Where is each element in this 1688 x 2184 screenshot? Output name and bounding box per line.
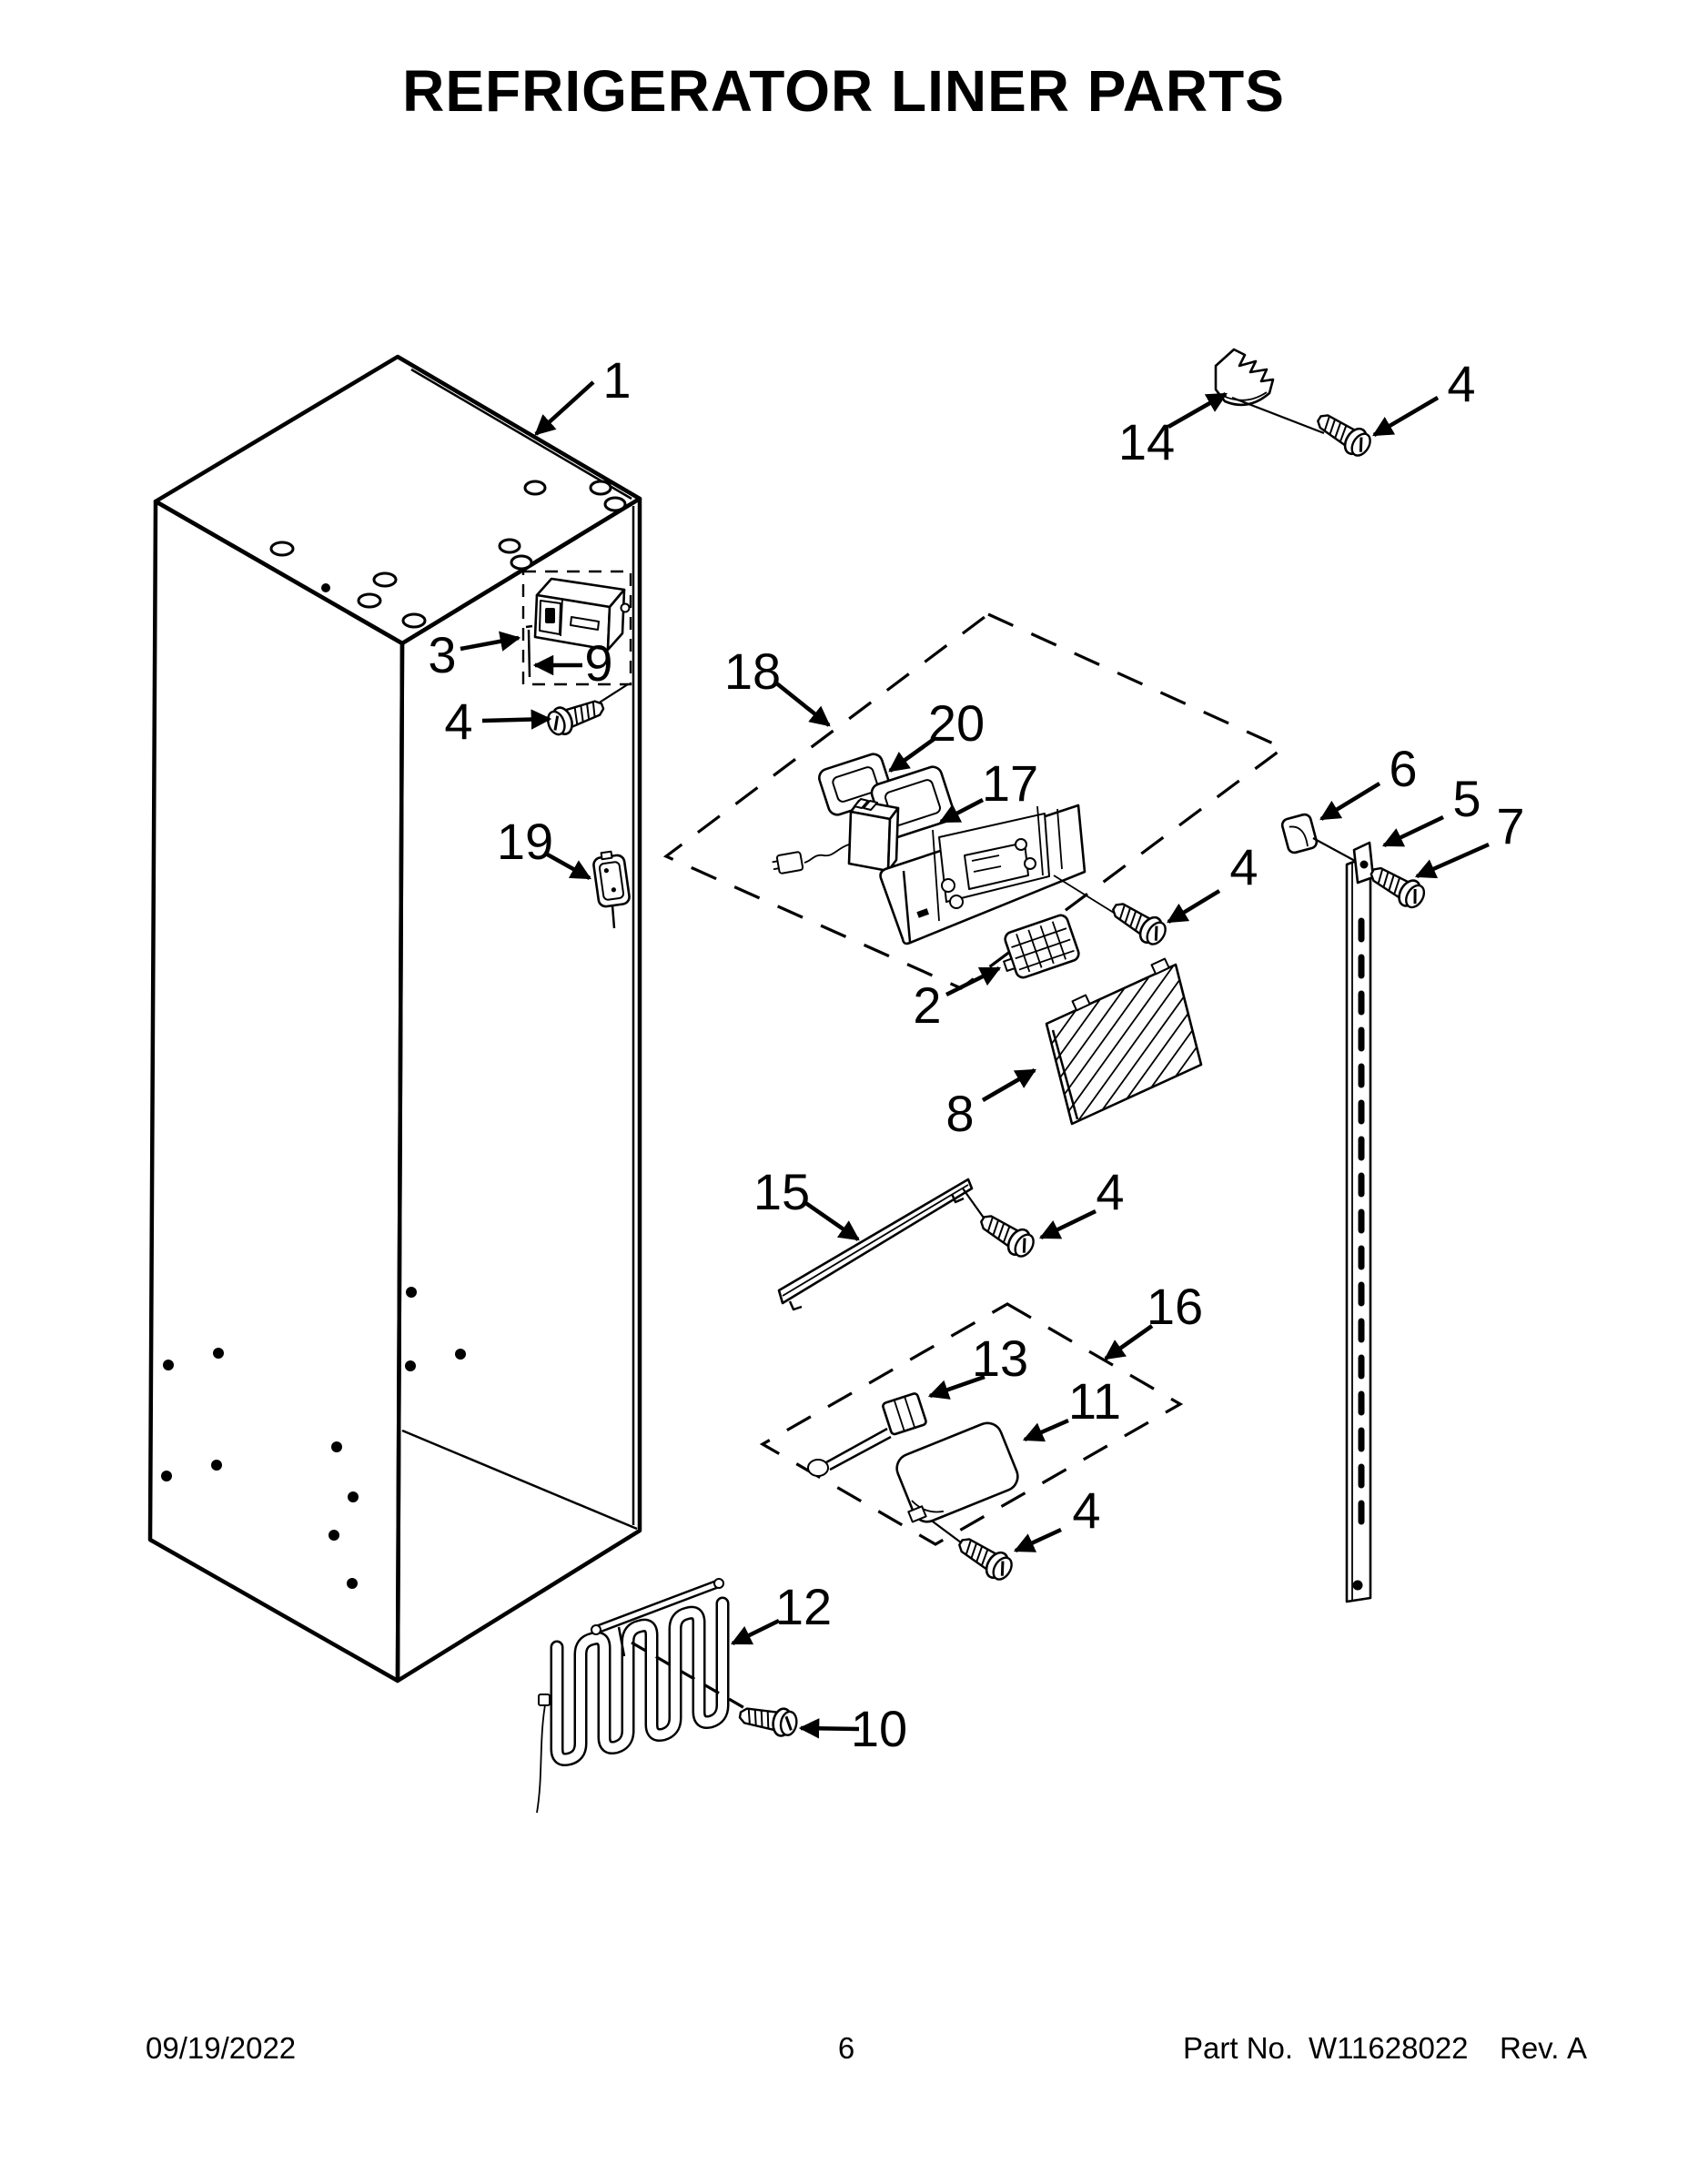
leader-cap-to-rail xyxy=(1313,838,1355,861)
callout-6: 6 xyxy=(1389,740,1418,797)
arrow-8 xyxy=(983,1070,1035,1100)
wire-plug xyxy=(772,852,804,875)
callout-5: 5 xyxy=(1452,770,1481,827)
display-wire xyxy=(804,844,849,863)
arrow-4d xyxy=(1041,1211,1096,1238)
arrow-12 xyxy=(733,1621,779,1643)
screws xyxy=(544,407,1429,1738)
box-screw-boss xyxy=(622,604,630,612)
screw-4b xyxy=(1312,407,1375,460)
callout-1: 1 xyxy=(602,351,632,409)
callout-9: 9 xyxy=(584,634,613,692)
shelf-rail-group xyxy=(1281,814,1373,1602)
arrow-7 xyxy=(1417,844,1489,876)
callout-4a: 4 xyxy=(444,693,473,750)
callout-19: 19 xyxy=(496,813,554,870)
arrow-16 xyxy=(1106,1326,1152,1359)
footer-part-number: W11628022 xyxy=(1309,2031,1469,2065)
screw-4a xyxy=(544,693,607,739)
arrow-14 xyxy=(1168,394,1226,427)
callout-16: 16 xyxy=(1146,1278,1204,1335)
callout-3: 3 xyxy=(428,626,457,683)
callout-4c: 4 xyxy=(1229,838,1258,895)
arrow-18 xyxy=(774,682,829,725)
callout-15: 15 xyxy=(753,1163,811,1220)
footer-page-number: 6 xyxy=(837,2031,855,2065)
callout-20: 20 xyxy=(927,694,986,752)
leader-clip-to-screw xyxy=(1232,398,1324,433)
grille-2 xyxy=(996,914,1081,983)
arrow-4c xyxy=(1168,891,1219,922)
cabinet-liner xyxy=(150,357,640,1681)
cabinet-top-inner-edge xyxy=(411,369,632,499)
screw-10 xyxy=(738,1702,799,1738)
leader-panel-to-screw xyxy=(1054,875,1121,917)
switch-wire xyxy=(612,905,614,928)
callout-4d: 4 xyxy=(1096,1163,1125,1220)
callout-7: 7 xyxy=(1496,797,1525,854)
screw-7 xyxy=(1366,860,1429,912)
callout-14: 14 xyxy=(1117,413,1176,470)
arrow-15 xyxy=(804,1202,858,1239)
callout-18: 18 xyxy=(723,642,782,700)
callout-11: 11 xyxy=(1067,1372,1122,1430)
rail-top-bracket xyxy=(1354,843,1373,883)
rail-bottom-hole xyxy=(1353,1581,1363,1591)
callout-2: 2 xyxy=(913,976,942,1034)
arrow-6 xyxy=(1321,784,1380,819)
callout-12: 12 xyxy=(774,1578,833,1635)
callout-10: 10 xyxy=(850,1700,908,1757)
arrow-4a xyxy=(482,719,550,721)
power-outlet-box xyxy=(535,579,630,650)
cabinet-left-face xyxy=(150,501,402,1681)
page-title: REFRIGERATOR LINER PARTS xyxy=(402,58,1285,124)
mounting-clip-group xyxy=(1216,349,1324,433)
screw-4d xyxy=(975,1208,1038,1261)
sensor-cover-11 xyxy=(888,1419,1022,1551)
arrow-4e xyxy=(1016,1530,1061,1551)
heater-coil-group xyxy=(537,1579,746,1813)
cabinet-interior-bottom-edge xyxy=(402,1431,637,1529)
callout-8: 8 xyxy=(945,1085,975,1142)
footer-date: 09/19/2022 xyxy=(146,2031,297,2065)
outlet-socket xyxy=(545,608,555,623)
callout-13: 13 xyxy=(971,1330,1029,1387)
drain-pin xyxy=(526,626,532,677)
rail-end-cap xyxy=(1281,814,1319,854)
arrow-4b xyxy=(1374,398,1438,435)
footer-part-label: Part No. xyxy=(1183,2031,1294,2065)
heater-wire xyxy=(537,1700,546,1813)
arrow-2 xyxy=(946,968,999,995)
coil-tube-inner xyxy=(557,1603,723,1760)
page-footer xyxy=(146,2031,1587,2065)
arrow-1 xyxy=(536,382,593,434)
arrow-5 xyxy=(1384,817,1443,845)
trim-rail-15 xyxy=(779,1179,990,1309)
screw-4c xyxy=(1107,895,1170,949)
callout-arrows xyxy=(460,382,1438,1729)
footer-revision-label: Rev. xyxy=(1500,2031,1560,2065)
switch-19 xyxy=(592,850,631,928)
arrow-3 xyxy=(460,638,519,649)
callout-17: 17 xyxy=(981,754,1039,812)
callout-4b: 4 xyxy=(1447,355,1476,412)
footer-revision: A xyxy=(1567,2031,1588,2065)
arrow-11 xyxy=(1025,1421,1068,1440)
power-box-group xyxy=(523,571,631,705)
callout-4e: 4 xyxy=(1072,1481,1101,1539)
screw-4e xyxy=(954,1531,1016,1584)
wire-terminal xyxy=(539,1694,550,1705)
